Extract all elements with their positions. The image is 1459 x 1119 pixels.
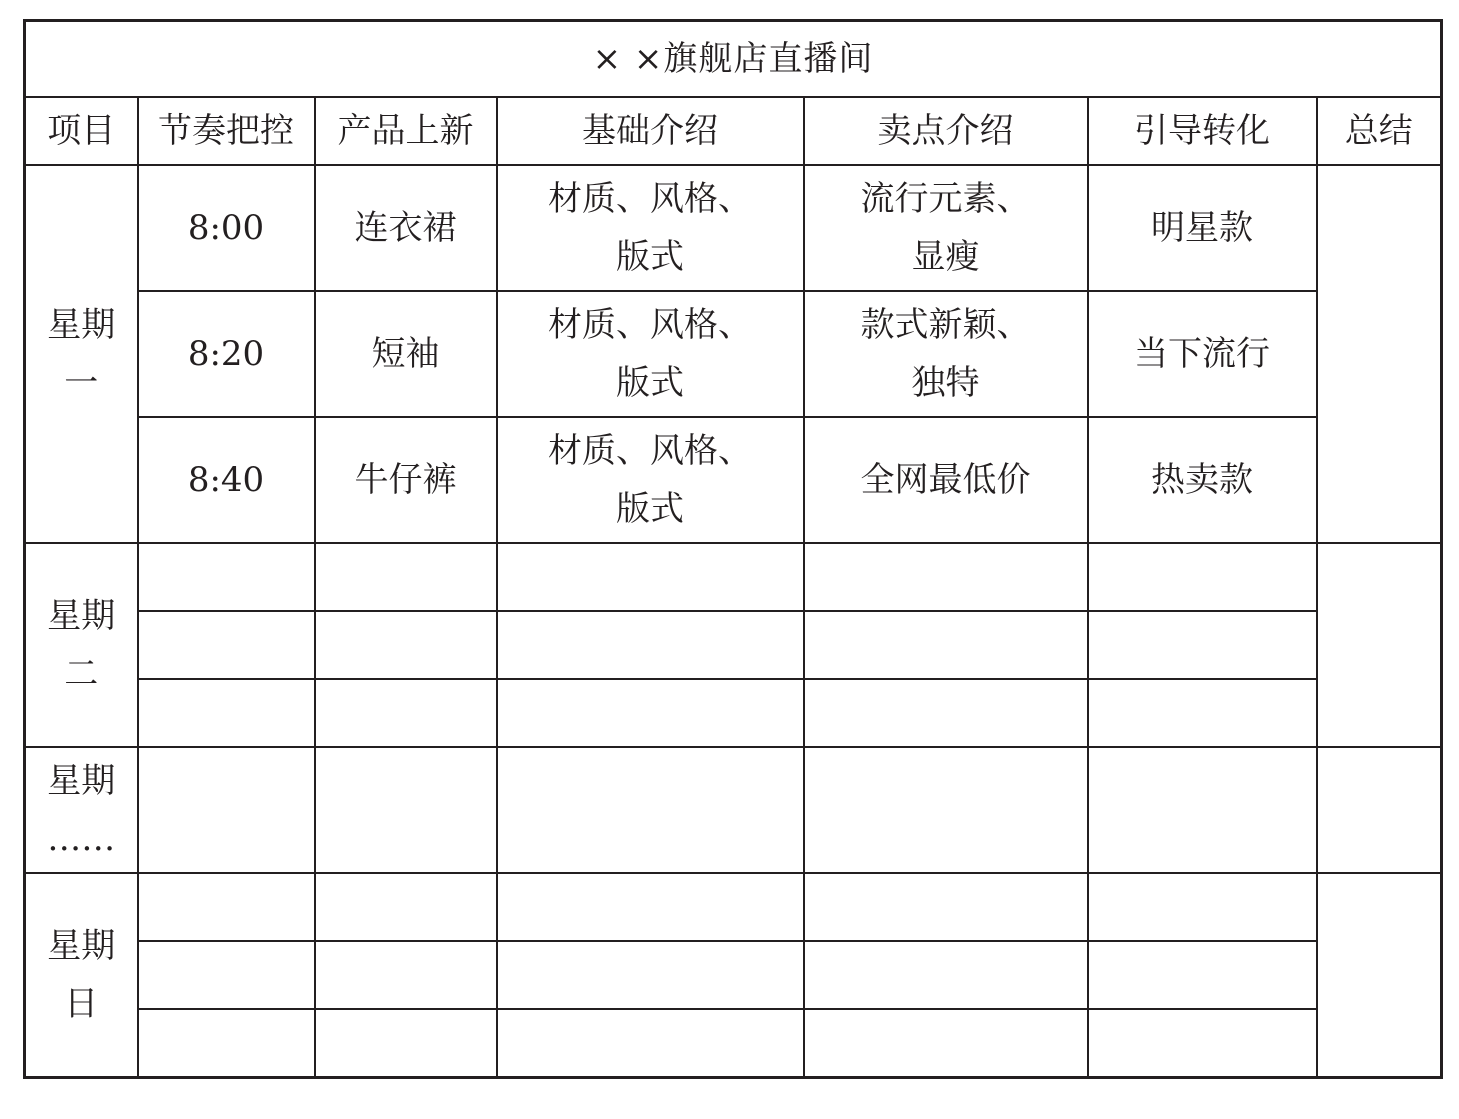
time-cell: 8:00	[138, 165, 315, 291]
table-row	[25, 747, 1442, 873]
table-row	[25, 543, 1442, 611]
selling-point-cell	[804, 941, 1088, 1009]
table-row	[25, 291, 1442, 417]
basic-intro-cell: 材质、风格、 版式	[497, 417, 804, 543]
time-cell: 8:40	[138, 417, 315, 543]
selling-point-cell	[804, 873, 1088, 941]
header-summary: 总结	[1317, 97, 1442, 165]
basic-intro-cell	[497, 543, 804, 611]
header-item: 项目	[25, 97, 138, 165]
selling-point-cell	[804, 1009, 1088, 1078]
time-cell	[138, 611, 315, 679]
day-cell: 星期 ……	[25, 747, 138, 873]
summary-cell	[1317, 747, 1442, 873]
conversion-cell	[1088, 747, 1317, 873]
selling-point-cell: 流行元素、 显瘦	[804, 165, 1088, 291]
product-cell	[315, 679, 497, 747]
summary-cell	[1317, 543, 1442, 747]
basic-intro-cell: 材质、风格、 版式	[497, 165, 804, 291]
conversion-cell	[1088, 1009, 1317, 1078]
conversion-cell	[1088, 679, 1317, 747]
basic-intro-cell	[497, 679, 804, 747]
product-cell: 连衣裙	[315, 165, 497, 291]
summary-cell	[1317, 873, 1442, 1078]
day-cell: 星期 日	[25, 873, 138, 1078]
product-cell: 牛仔裤	[315, 417, 497, 543]
table-row	[25, 873, 1442, 941]
basic-intro-cell	[497, 611, 804, 679]
selling-point-cell: 款式新颖、 独特	[804, 291, 1088, 417]
time-cell	[138, 543, 315, 611]
basic-intro-cell	[497, 747, 804, 873]
conversion-cell	[1088, 941, 1317, 1009]
header-selling-point: 卖点介绍	[804, 97, 1088, 165]
selling-point-cell	[804, 679, 1088, 747]
product-cell: 短袖	[315, 291, 497, 417]
table-row	[25, 941, 1442, 1009]
product-cell	[315, 543, 497, 611]
header-rhythm-control: 节奏把控	[138, 97, 315, 165]
selling-point-cell	[804, 543, 1088, 611]
time-cell	[138, 1009, 315, 1078]
basic-intro-cell	[497, 1009, 804, 1078]
title-row	[25, 21, 1442, 98]
selling-point-cell: 全网最低价	[804, 417, 1088, 543]
header-new-product: 产品上新	[315, 97, 497, 165]
conversion-cell	[1088, 611, 1317, 679]
header-conversion: 引导转化	[1088, 97, 1317, 165]
product-cell	[315, 873, 497, 941]
table-row	[25, 165, 1442, 291]
conversion-cell: 明星款	[1088, 165, 1317, 291]
basic-intro-cell	[497, 941, 804, 1009]
time-cell	[138, 747, 315, 873]
time-cell: 8:20	[138, 291, 315, 417]
basic-intro-cell	[497, 873, 804, 941]
product-cell	[315, 941, 497, 1009]
table-row	[25, 1009, 1442, 1078]
product-cell	[315, 1009, 497, 1078]
day-cell: 星期 二	[25, 543, 138, 747]
live-stream-schedule-table	[23, 19, 1443, 1079]
table-row	[25, 679, 1442, 747]
day-cell: 星期 一	[25, 165, 138, 543]
header-row	[25, 97, 1442, 165]
conversion-cell: 热卖款	[1088, 417, 1317, 543]
selling-point-cell	[804, 611, 1088, 679]
time-cell	[138, 941, 315, 1009]
conversion-cell	[1088, 543, 1317, 611]
time-cell	[138, 873, 315, 941]
table-title: × ×旗舰店直播间	[25, 21, 1442, 98]
basic-intro-cell: 材质、风格、 版式	[497, 291, 804, 417]
table-row	[25, 417, 1442, 543]
summary-cell	[1317, 165, 1442, 543]
conversion-cell	[1088, 873, 1317, 941]
product-cell	[315, 747, 497, 873]
product-cell	[315, 611, 497, 679]
selling-point-cell	[804, 747, 1088, 873]
table-row	[25, 611, 1442, 679]
time-cell	[138, 679, 315, 747]
header-basic-intro: 基础介绍	[497, 97, 804, 165]
conversion-cell: 当下流行	[1088, 291, 1317, 417]
